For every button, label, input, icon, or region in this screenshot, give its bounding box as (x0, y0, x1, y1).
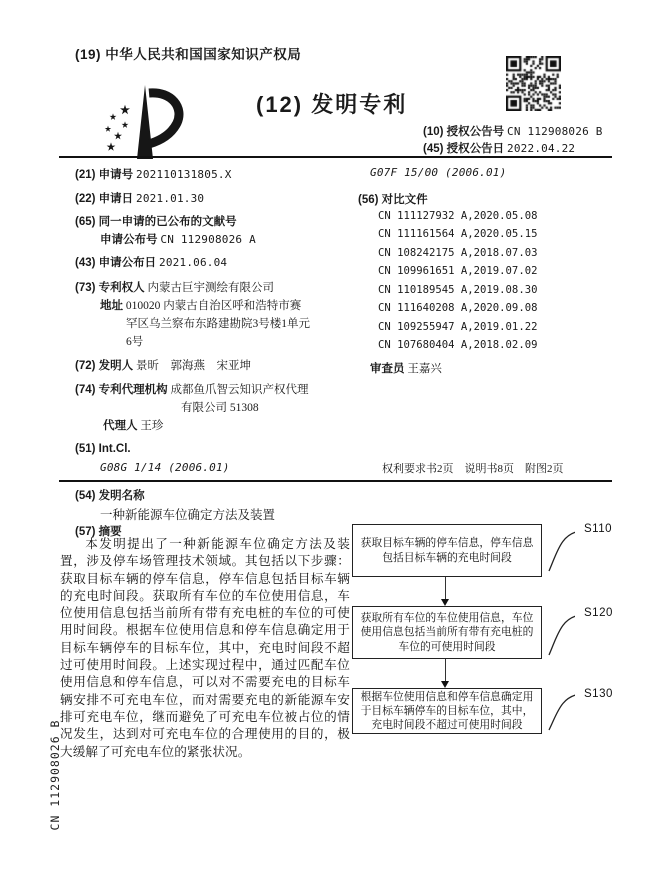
address-line-3: 6号 (126, 336, 144, 348)
grant-date-row (423, 140, 575, 156)
examiner-value: 王嘉兴 (407, 363, 442, 375)
flowchart-step-1-box (352, 524, 542, 577)
publication-date-label: (43) 申请公布日 (75, 257, 157, 269)
publication-date-value: 2021.06.04 (159, 256, 228, 269)
grant-date-value: 2022.04.22 (507, 142, 576, 155)
application-date-value: 2021.01.30 (136, 192, 205, 205)
flowchart-arrow-1-stem (445, 577, 446, 599)
grant-number-value: CN 112908026 B (507, 125, 603, 138)
flowchart-arrow-2-head (441, 681, 449, 688)
flowchart-step-3-box (352, 688, 542, 734)
inventors-row (75, 357, 251, 373)
address-line-2: 罕区乌兰察布东路建勘院3号楼1单元 (126, 318, 310, 330)
biblio-divider (59, 480, 612, 482)
application-date-row (75, 190, 204, 206)
publication-date-row (75, 254, 227, 270)
address-row (100, 297, 301, 313)
cited-reference: CN 111640208 A,2020.09.08 (378, 302, 538, 314)
cited-reference: CN 109255947 A,2019.01.22 (378, 321, 538, 333)
agent-row (103, 417, 163, 433)
prior-publication-number-row (100, 231, 256, 247)
grant-date-label: (45) 授权公告日 (423, 143, 505, 155)
cited-reference: CN 110189545 A,2019.08.30 (378, 284, 538, 296)
side-document-code: CN 112908026 B (48, 719, 62, 831)
patentee-label: (73) 专利权人 (75, 282, 145, 294)
document-type: (12) 发明专利 (256, 92, 408, 117)
grant-number-label: (10) 授权公告号 (423, 126, 505, 138)
application-number-row (75, 166, 232, 182)
flowchart-step-3-label: S130 (584, 688, 613, 700)
cited-reference: CN 108242175 A,2018.07.03 (378, 247, 538, 259)
cited-reference: CN 111127932 A,2020.05.08 (378, 210, 538, 222)
flowchart-connector-3 (545, 690, 575, 738)
application-number-label: (21) 申请号 (75, 169, 134, 181)
inventors-value: 景昕 郭海燕 宋亚坤 (136, 360, 252, 372)
application-date-label: (22) 申请日 (75, 193, 134, 205)
agency-line-1: 成都鱼爪智云知识产权代理 (170, 384, 309, 396)
invention-title-label: (54) 发明名称 (75, 490, 145, 502)
application-number-value: 202110131805.X (136, 168, 232, 181)
agency-label: (74) 专利代理机构 (75, 384, 168, 396)
grant-number-row (423, 123, 603, 139)
intcl-code-2: G07F 15/00 (2006.01) (370, 166, 507, 179)
flowchart-step-1-label: S110 (584, 523, 613, 535)
flowchart-arrow-1-head (441, 599, 449, 606)
qr-code (506, 56, 561, 111)
patentee-value: 内蒙古巨宇测绘有限公司 (147, 282, 275, 294)
flowchart-step-1-text: 获取目标车辆的停车信息，停车信息包括目标车辆的充电时间段 (360, 537, 534, 564)
abstract-text: 本发明提出了一种新能源车位确定方法及装置，涉及停车场管理技术领域。其包括以下步骤：获取目标车辆的停车信息，停车信息包括目标车辆的充电时间段。获取所有车位的车位使用信息，车位使用信息包括当前所有带有充电桩的车位的可使用时间段。根据车位使用信息和停车信息确定用于目标车辆停车的目标车位，其中，充电时间段不超过可使用时间段。上述实现过程中，通过匹配车位使用信息和停车信息，可以对不需要充电的目标车辆安排不可充电车位，而对需要充电的新能源车安排可充电车位，继而避免了可充电车位被占位的情况发生，达到对可充电车位的合理使用的目的，极大缓解了可充电车位的紧张状况。 (60, 537, 350, 759)
flowchart-connector-1 (545, 527, 575, 575)
agent-label: 代理人 (103, 420, 138, 432)
pages-info: 权利要求书2页 说明书8页 附图2页 (382, 463, 564, 475)
patent-office-name: (19) 中华人民共和国国家知识产权局 (75, 47, 302, 62)
address-line-1: 010020 内蒙古自治区呼和浩特市赛 (125, 300, 302, 312)
examiner-label: 审查员 (370, 363, 405, 375)
cited-references-label: (56) 对比文件 (358, 194, 428, 206)
flowchart-step-2-label: S120 (584, 607, 613, 619)
cited-reference: CN 107680404 A,2018.02.09 (378, 339, 538, 351)
patentee-row (75, 279, 274, 295)
flowchart-connector-2 (545, 611, 575, 659)
invention-title: 一种新能源车位确定方法及装置 (100, 508, 276, 522)
cited-reference: CN 111161564 A,2020.05.15 (378, 228, 538, 240)
flowchart-step-2-box (352, 606, 542, 659)
abstract-label: (57) 摘要 (75, 526, 122, 538)
intcl-code-1: G08G 1/14 (2006.01) (100, 461, 230, 474)
header-divider (59, 156, 612, 158)
address-label: 地址 (100, 300, 123, 312)
intcl-label: (51) Int.Cl. (75, 443, 131, 455)
flowchart-step-3-text: 根据车位使用信息和停车信息确定用于目标车辆停车的目标车位，其中，充电时间段不超过可使用时间段 (360, 690, 534, 732)
prior-publication-number-label: 申请公布号 (100, 234, 158, 246)
cnipa-logo (98, 84, 186, 162)
examiner-row (370, 360, 442, 376)
flowchart-step-2-text: 获取所有车位的车位使用信息，车位使用信息包括当前所有带有充电桩的车位的可使用时间段 (360, 612, 534, 653)
agency-row (75, 381, 309, 397)
agency-line-2: 有限公司 51308 (181, 402, 259, 414)
cited-reference: CN 109961651 A,2019.07.02 (378, 265, 538, 277)
prior-publication-label: (65) 同一申请的已公布的文献号 (75, 216, 237, 228)
agent-value: 王珍 (140, 420, 164, 432)
inventors-label: (72) 发明人 (75, 360, 134, 372)
prior-publication-row (75, 213, 237, 229)
flowchart-arrow-2-stem (445, 659, 446, 681)
prior-publication-number-value: CN 112908026 A (160, 233, 256, 246)
